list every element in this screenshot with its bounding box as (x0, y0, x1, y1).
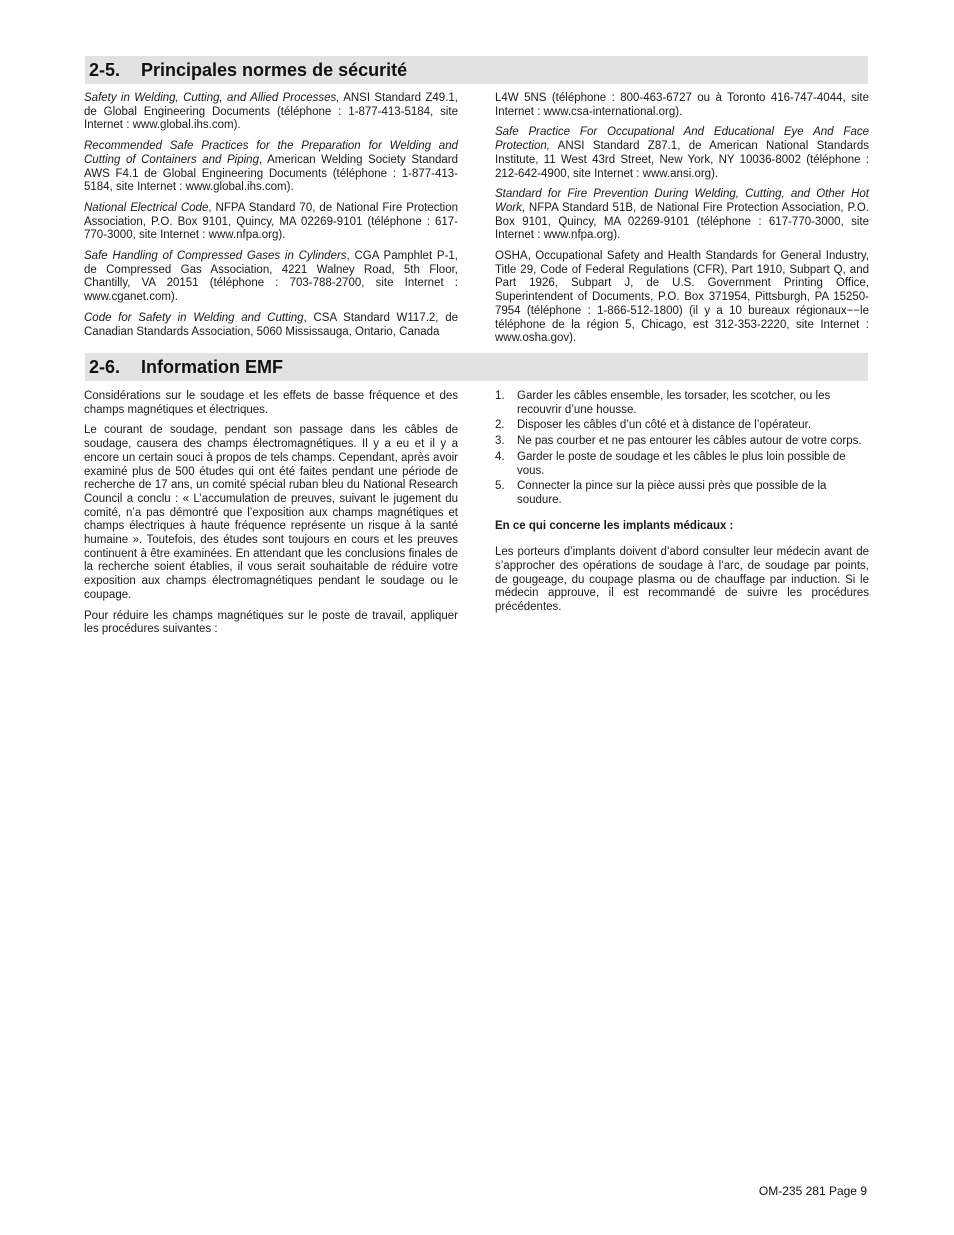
standard-title: National Electrical Code (84, 201, 209, 214)
list-item (495, 435, 869, 449)
standard-title: Safe Handling of Compressed Gases in Cylinders (84, 250, 347, 263)
standard-detail: L4W 5NS (téléphone : 800-463-6727 ou à Toronto 416-747-4044, site Internet : www.csa-international.org). (495, 92, 869, 118)
standard-entry (495, 188, 869, 243)
step-number: 1. (495, 390, 505, 402)
standards-right-column (495, 92, 869, 353)
step-text: Garder les câbles ensemble, les torsader, les scotcher, ou les recouvrir d’une housse. (517, 390, 831, 416)
page-footer: OM-235 281 Page 9 (758, 1184, 867, 1198)
step-text: Garder le poste de soudage et les câbles le plus loin possible de vous. (517, 450, 846, 477)
standards-left-column (84, 92, 458, 346)
standard-entry (495, 126, 869, 181)
emf-paragraph: Considérations sur le soudage et les effets de basse fréquence et des champs magnétiques et électriques. (84, 390, 458, 416)
standard-detail: , American Welding Society Standard AWS F4.1 de Global Engineering Documents (téléphone : 1-877-413-5184, site Internet : www.global.ihs.com). (84, 153, 458, 194)
list-item (495, 480, 869, 507)
step-number: 2. (495, 419, 505, 432)
step-text: Disposer les câbles d’un côté et à distance de l’opérateur. (517, 419, 812, 432)
section-number: 2-5. (89, 60, 121, 80)
emf-procedure-list (495, 390, 869, 508)
standard-entry (84, 140, 458, 195)
standard-entry (495, 92, 869, 119)
section-title: Principales normes de sécurité (141, 60, 408, 80)
standard-title: Safety in Welding, Cutting, and Allied Processes, (84, 92, 340, 104)
section-title: Information EMF (141, 357, 283, 377)
standard-entry (495, 250, 869, 346)
standard-detail: , CGA Pamphlet P-1, de Compressed Gas Association, 4221 Walney Road, 5th Floor, Chantilly, VA 20151 (téléphone : 703-788-2700, site Internet : www.cganet.com). (84, 250, 458, 304)
implants-heading: En ce qui concerne les implants médicaux : (495, 519, 734, 532)
standard-detail: OSHA, Occupational Safety and Health Standards for General Industry, Title 29, Code of Federal Regulations (CFR), Part 1910, Subpart Q, and Part 1926, Subpart J, de U.S. Government Printing Office, Superintendent of Documents, P.O. Box 371954, Pittsburgh, PA 15250-7954 (téléphone : 1-866-512-1800) (il y a 10 bureaux régionaux−−le téléphone de la région 5, Chicago, est 312-353-2220, site Internet : www.osha.gov). (495, 250, 869, 345)
list-item (495, 451, 869, 478)
standard-entry (84, 312, 458, 339)
standard-entry (84, 202, 458, 243)
standard-title: Code for Safety in Welding and Cutting (84, 311, 304, 324)
step-number: 3. (495, 435, 505, 448)
section-number: 2-6. (89, 357, 121, 377)
standard-title: Safe Practice For Occupational And Educational Eye And Face Protection, (495, 126, 869, 153)
emf-left-column (84, 390, 458, 644)
emf-paragraph: Pour réduire les champs magnétiques sur le poste de travail, appliquer les procédures suivantes : (84, 609, 458, 636)
list-item (495, 390, 869, 417)
step-text: Ne pas courber et ne pas entourer les câbles autour de votre corps. (517, 435, 862, 448)
standard-detail: ANSI Standard Z87.1, de American National Standards Institute, 11 West 43rd Street, New York, NY 10036-8002 (téléphone : 212-642-4900, site Internet : www.ansi.org). (495, 140, 869, 180)
section-2-5-header (85, 56, 868, 84)
standard-detail: , NFPA Standard 70, de National Fire Protection Association, P.O. Box 9101, Quincy, MA 02269-9101 (téléphone : 617-770-3000, site Internet : www.nfpa.org). (84, 201, 458, 242)
standard-title: Standard for Fire Prevention During Welding, Cutting, and Other Hot Work (495, 188, 869, 214)
standard-detail: ANSI Standard Z49.1, de Global Engineering Documents (téléphone : 1-877-413-5184, site Internet : www.global.ihs.com). (84, 92, 458, 132)
implants-paragraph: Les porteurs d’implants doivent d’abord consulter leur médecin avant de s’approcher des opérations de soudage à l’arc, de soudage par points, de gougeage, du coupage plasma ou de chauffage par induction. Si le médecin approuve, il est recommandé de suivre les procédures précédentes. (495, 546, 869, 614)
step-number: 4. (495, 450, 505, 463)
standard-detail: , NFPA Standard 51B, de National Fire Protection Association, P.O. Box 9101, Quincy, MA 02269-9101 (téléphone : 617-770-3000, site Internet : www.nfpa.org). (495, 201, 869, 242)
emf-paragraph: Le courant de soudage, pendant son passage dans les câbles de soudage, causera des champs électromagnétiques. Il y a eu et il y a encore un certain souci à propos de tels champs. Cependant, après avoir examiné plus de 500 études qui ont été faites pendant une période de recherche de 17 ans, un comité spécial ruban bleu du National Research Council a conclu : « L’accumulation de preuves, suivant le jugement du comité, n’a pas démontré que l’exposition aux champs magnétiques et champs électriques à haute fréquence représente un risque à la santé humaine ». Toutefois, des études sont toujours en cours et les preuves continuent à être examinées. En attendant que les conclusions finales de la recherche soient établies, il vous serait souhaitable de réduire votre exposition aux champs électromagnétiques pendant le soudage ou le coupage. (84, 424, 458, 601)
standard-entry (84, 92, 458, 133)
section-2-6-header (85, 353, 868, 381)
list-item (495, 419, 869, 433)
standard-detail: , CSA Standard W117.2, de Canadian Standards Association, 5060 Mississauga, Ontario, Canada (84, 311, 458, 338)
standard-title: Recommended Safe Practices for the Preparation for Welding and Cutting of Containers and Piping (84, 140, 458, 166)
emf-right-column (495, 390, 869, 622)
step-text: Connecter la pince sur la pièce aussi près que possible de la soudure. (517, 480, 827, 506)
step-number: 5. (495, 480, 505, 493)
standard-entry (84, 250, 458, 305)
